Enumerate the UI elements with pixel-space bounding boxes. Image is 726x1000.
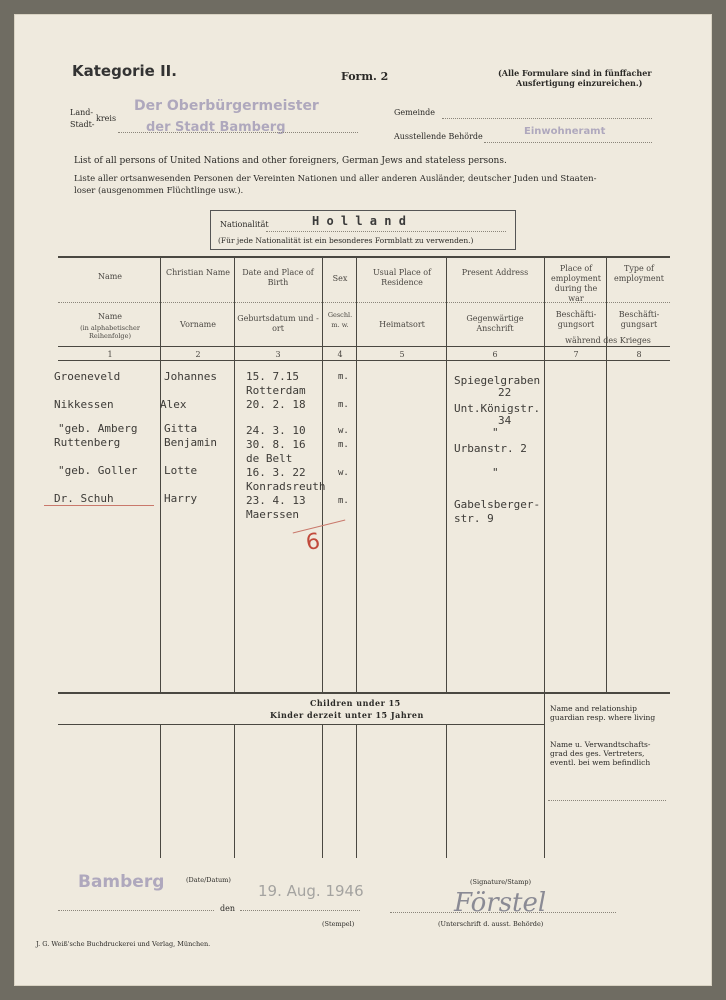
entry-2-address-no: 34 — [498, 414, 512, 427]
land-label: Land- — [70, 108, 94, 117]
place-stamp: Bamberg — [78, 872, 165, 892]
signature-sub-label: (Unterschrift d. ausst. Behörde) — [438, 920, 544, 928]
category-title: Kategorie II. — [72, 62, 177, 80]
col-header-name-en: Name — [97, 272, 123, 281]
entry-3-birth-date: 24. 3. 10 — [246, 424, 306, 437]
entry-3-sex: w. — [338, 426, 349, 436]
entry-3-name: "geb. Amberg — [58, 422, 138, 435]
entry-5-address: " — [492, 466, 499, 479]
entry-1-first: Johannes — [164, 370, 217, 383]
entry-6-name: Dr. Schuh — [54, 492, 114, 505]
authority-stamp-line1: Der Oberbürgermeister — [134, 98, 319, 114]
entry-2-address: Unt.Königstr. — [454, 402, 541, 415]
guardian-label-de: Name u. Verwandtschafts- grad des ges. Vertreters, eventl. bei wem befindlich — [550, 740, 651, 767]
col-header-christian-en: Christian Name — [165, 268, 231, 277]
children-title-de: Kinder derzeit unter 15 Jahren — [270, 710, 424, 720]
col-header-employment-place-en: Place of employment during the war — [550, 264, 602, 303]
entry-2-name: Nikkessen — [54, 398, 114, 411]
entry-6-sex: m. — [338, 496, 349, 506]
entry-6-birth-place: Maerssen — [246, 508, 299, 521]
col-number-6: 6 — [492, 350, 498, 359]
col-header-sex-en: Sex — [332, 274, 348, 283]
entry-2-birth-date: 20. 2. 18 — [246, 398, 306, 411]
form-number: Form. 2 — [341, 70, 389, 83]
issuing-authority-label: Ausstellende Behörde — [394, 132, 483, 141]
signature: Förstel — [454, 888, 547, 918]
red-underline — [44, 505, 154, 506]
entry-4-sex: m. — [338, 440, 349, 450]
printer-imprint: J. G. Weiß'sche Buchdruckerei und Verlag, München. — [36, 940, 211, 948]
col-header-residence-de: Heimatsort — [379, 320, 425, 329]
stempel-label: (Stempel) — [322, 920, 355, 928]
form-note-1: (Alle Formulare sind in fünffacher — [498, 68, 652, 78]
col-header-employment-during-war-de: während des Krieges — [565, 336, 651, 345]
issuing-authority-stamp: Einwohneramt — [524, 126, 606, 137]
intro-english: List of all persons of United Nations and other foreigners, German Jews and stateless persons. — [74, 156, 507, 166]
entry-1-birth-place: Rotterdam — [246, 384, 306, 397]
entry-1-address-no: 22 — [498, 386, 512, 399]
gemeinde-label: Gemeinde — [394, 108, 436, 117]
guardian-label-en: Name and relationship guardian resp. where living — [550, 704, 656, 722]
col-header-birth-en: Date and Place of Birth — [242, 268, 314, 287]
entry-1-address: Spiegelgraben — [454, 374, 541, 387]
col-header-residence-en: Usual Place of Residence — [372, 268, 432, 287]
stadt-label: Stadt- — [70, 120, 95, 129]
entry-5-name: "geb. Goller — [58, 464, 138, 477]
entry-6-birth-date: 23. 4. 13 — [246, 494, 306, 507]
form-note-2: Ausfertigung einzureichen.) — [516, 78, 643, 88]
kreis-label: kreis — [96, 114, 117, 123]
entry-5-birth-place: Konradsreuth — [246, 480, 326, 493]
col-header-name-de-sub: (in alphabetischer Reihenfolge) — [80, 324, 140, 340]
entry-6-address-no: str. 9 — [454, 512, 494, 525]
col-number-3: 3 — [275, 350, 281, 359]
col-header-employment-type-de: Beschäfti- gungsart — [618, 310, 660, 329]
col-number-5: 5 — [399, 350, 405, 359]
signature-stamp-label: (Signature/Stamp) — [470, 878, 532, 886]
entry-1-sex: m. — [338, 372, 349, 382]
intro-german-2: loser (ausgenommen Flüchtlinge usw.). — [74, 186, 244, 196]
authority-stamp-line2: der Stadt Bamberg — [146, 120, 286, 135]
entry-5-sex: w. — [338, 468, 349, 478]
children-title-en: Children under 15 — [310, 698, 401, 708]
entry-1-name: Groeneveld — [54, 370, 121, 383]
col-header-sex-de: Geschl. m. w. — [327, 311, 353, 329]
col-header-birth-de: Geburtsdatum und -ort — [237, 314, 319, 333]
entry-5-first: Lotte — [164, 464, 198, 477]
entry-2-first: Alex — [160, 398, 187, 411]
entry-6-first: Harry — [164, 492, 198, 505]
col-number-7: 7 — [573, 350, 579, 359]
col-header-name-de: Name — [97, 312, 123, 321]
col-number-2: 2 — [195, 350, 201, 359]
col-header-address-en: Present Address — [461, 268, 529, 277]
col-header-employment-place-de: Beschäfti- gungsort — [555, 310, 597, 329]
intro-german-1: Liste aller ortsanwesenden Personen der Vereinten Nationen und aller anderen Ausländer, deutscher Juden und Staaten- — [74, 174, 597, 184]
entry-5-birth-date: 16. 3. 22 — [246, 466, 306, 479]
nationality-value: H o l l a n d — [312, 214, 406, 228]
entry-3-address: " — [492, 426, 499, 439]
nationality-note: (Für jede Nationalität ist ein besonderes Formblatt zu verwenden.) — [218, 236, 474, 245]
col-header-employment-type-en: Type of employment — [613, 264, 665, 283]
col-number-1: 1 — [107, 350, 113, 359]
date-stamp: 19. Aug. 1946 — [258, 882, 364, 900]
count-mark: 6 — [304, 529, 322, 556]
entry-4-name: Ruttenberg — [54, 436, 121, 449]
col-number-4: 4 — [337, 350, 343, 359]
entry-3-first: Gitta — [164, 422, 198, 435]
date-label: den — [220, 904, 236, 913]
entry-6-address: Gabelsberger- — [454, 498, 541, 511]
entry-2-sex: m. — [338, 400, 349, 410]
col-header-christian-de: Vorname — [180, 320, 216, 329]
col-header-address-de: Gegenwärtige Anschrift — [466, 314, 524, 333]
place-date-label: (Date/Datum) — [186, 876, 231, 884]
entry-4-birth-date: 30. 8. 16 — [246, 438, 306, 451]
entry-4-birth-place: de Belt — [246, 452, 293, 465]
entry-4-first: Benjamin — [164, 436, 217, 449]
form-sheet — [14, 14, 712, 986]
entry-1-birth-date: 15. 7.15 — [246, 370, 299, 383]
col-number-8: 8 — [636, 350, 642, 359]
entry-4-address: Urbanstr. 2 — [454, 442, 527, 455]
nationality-label: Nationalität — [220, 220, 269, 229]
